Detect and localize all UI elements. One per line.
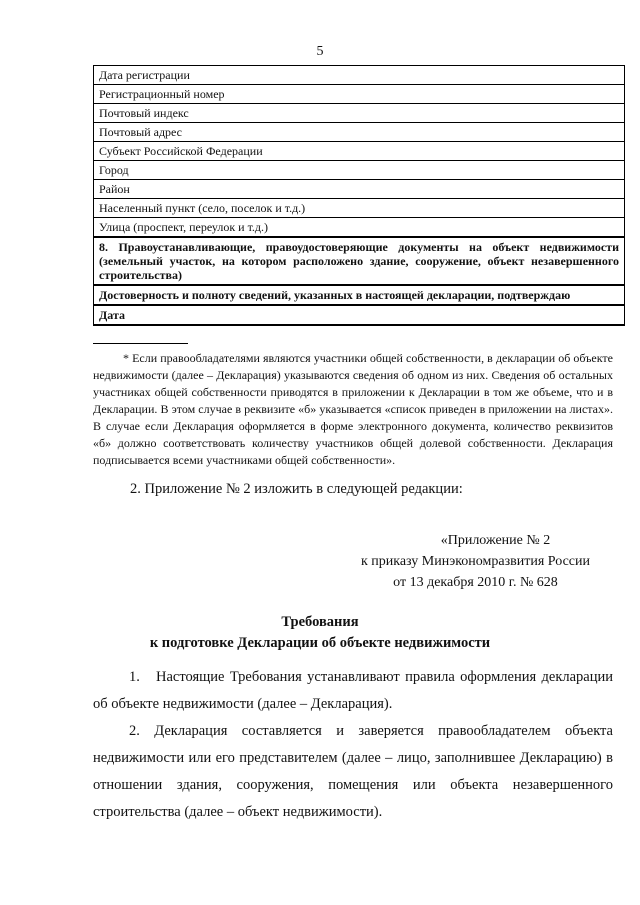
appendix-header	[361, 530, 590, 593]
table-row	[94, 85, 625, 104]
table-cell: Регистрационный номер	[94, 85, 625, 104]
intro-paragraph: 2. Приложение № 2 изложить в следующей редакции:	[130, 481, 463, 497]
table-cell: Населенный пункт (село, поселок и т.д.)	[94, 199, 625, 218]
table-cell-documents: 8. Правоустанавливающие, правоудостоверяющие документы на объект недвижимости (земельный участок, на котором расположено здание, сооружение, объект незавершенного строительства)	[94, 237, 625, 285]
table-row	[94, 142, 625, 161]
table-row	[94, 285, 625, 305]
table-cell: Дата регистрации	[94, 66, 625, 85]
table-cell-confirmation: Достоверность и полноту сведений, указанных в настоящей декларации, подтверждаю	[94, 285, 625, 305]
table-row	[94, 104, 625, 123]
table-row	[94, 66, 625, 85]
table-row	[94, 123, 625, 142]
appendix-line: «Приложение № 2	[440, 533, 551, 548]
table-cell-date: Дата	[94, 305, 625, 325]
table-cell: Район	[94, 180, 625, 199]
table-row	[94, 237, 625, 285]
paragraph-text: Настоящие Требования устанавливают правила оформления декларации об объекте недвижимости (далее – Декларация).	[93, 669, 613, 712]
table-row	[94, 199, 625, 218]
table-row	[94, 218, 625, 238]
appendix-line: от 13 декабря 2010 г. № 628	[393, 575, 558, 590]
footnote-separator	[93, 343, 188, 344]
heading-title: Требования	[281, 614, 359, 630]
footnote: * Если правообладателями являются участники общей собственности, в декларации об объекте недвижимости (далее – Декларация) указываются сведения об одном из них. Сведения об остальных участниках общей собственности приводятся в приложении к Декларации в том же объеме, что и в Декларации. В этом случае в реквизите «б» указывается «список приведен в приложении на листах». В случае если Декларация оформляется в форме электронного документа, количество реквизитов «б» должно соответствовать количеству участников общей долевой собственности. Декларация подписывается всеми участниками общей собственности».	[93, 351, 613, 467]
table-cell: Субъект Российской Федерации	[94, 142, 625, 161]
paragraph-1	[93, 664, 613, 718]
table-cell: Город	[94, 161, 625, 180]
paragraph-text: Декларация составляется и заверяется правообладателем объекта недвижимости или его представителем (далее – лицо, заполнившее Декларацию) в отношении здания, сооружения, помещения или объекта незавершенного строительства (далее – объект недвижимости).	[93, 723, 613, 820]
heading-subtitle: к подготовке Декларации об объекте недвижимости	[149, 635, 491, 651]
appendix-line: к приказу Минэкономразвития России	[360, 554, 590, 569]
page-number: 5	[316, 44, 324, 59]
paragraph-number: 1.	[129, 669, 140, 685]
table-cell: Почтовый адрес	[94, 123, 625, 142]
table-cell: Улица (проспект, переулок и т.д.)	[94, 218, 625, 238]
table-row	[94, 161, 625, 180]
table-cell: Почтовый индекс	[94, 104, 625, 123]
section-heading	[0, 612, 640, 654]
table-row	[94, 305, 625, 325]
declaration-form-table	[93, 65, 625, 326]
paragraph-2	[93, 718, 613, 826]
paragraph-number: 2.	[129, 723, 140, 739]
table-row	[94, 180, 625, 199]
